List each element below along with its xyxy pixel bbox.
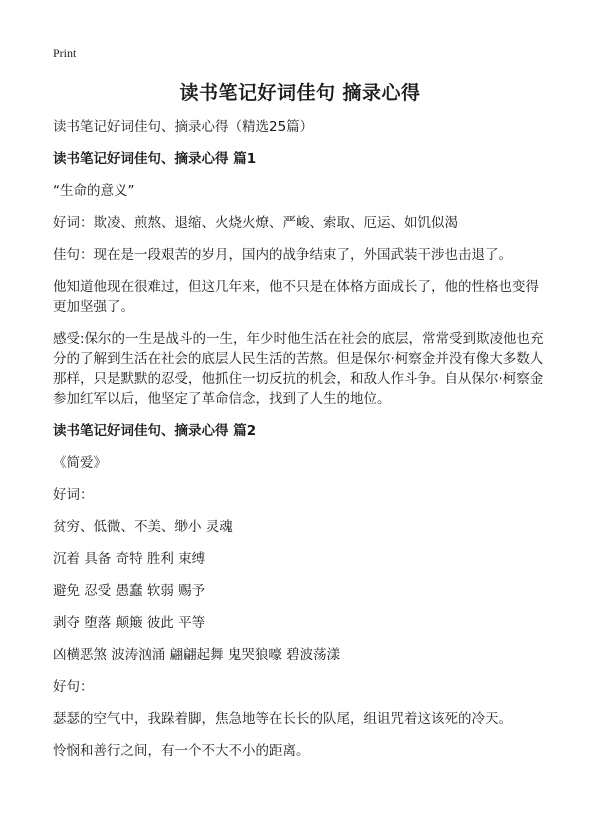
word-line: 贫穷、低微、不美、缈小 灵魂 (53, 519, 233, 535)
section-heading-2: 读书笔记好词佳句、摘录心得 篇2 (53, 423, 257, 439)
word-line: 避免 忍受 愚蠢 软弱 赐予 (53, 583, 206, 599)
sentence-line: 瑟瑟的空气中，我跺着脚，焦急地等在长长的队尾，组诅咒着这该死的冷天。 (53, 711, 512, 727)
paragraph-2: 感受:保尔的一生是战斗的一生，年少时他生活在社会的底层，常常受到欺凌他也充分的了解到生活在社会的底层人民生活的苦熬。但是保尔·柯察金并没有像大多数人那样，只是默默的忍受，他抓住一切反抗的机会，和敌人作斗争。自从保尔·柯察金参加红军以后，他坚定了革命信念，找到了人生的地位。 (53, 331, 544, 407)
good-words-label: 好词： (53, 487, 94, 503)
word-line: 凶横恶煞 波涛汹涌 翩翩起舞 鬼哭狼嚎 碧波荡漾 (53, 647, 341, 663)
book-title-2: 《简爱》 (53, 455, 107, 471)
good-sentence-1: 佳句：现在是一段艰苦的岁月，国内的战争结束了，外国武装干涉也击退了。 (53, 247, 512, 263)
section-heading-1: 读书笔记好词佳句、摘录心得 篇1 (53, 151, 257, 167)
paragraph-1: 他知道他现在很难过，但这几年来，他不只是在体格方面成长了，他的性格也变得更加坚强了。 (53, 279, 539, 315)
print-label: Print (53, 46, 77, 60)
book-title-1: “生命的意义” (53, 183, 135, 199)
document-title: 读书笔记好词佳句 摘录心得 (179, 82, 421, 104)
word-line: 沉着 具备 奇特 胜利 束缚 (53, 551, 206, 567)
document-body (53, 117, 548, 773)
good-words-1: 好词：欺凌、煎熬、退缩、火烧火燎、严峻、索取、厄运、如饥似渴 (53, 215, 458, 231)
intro-line: 读书笔记好词佳句、摘录心得（精选25篇） (53, 119, 314, 135)
word-line: 剥夺 堕落 颠簸 彼此 平等 (53, 615, 206, 631)
good-sentences-label: 好句： (53, 679, 94, 695)
sentence-line: 怜悯和善行之间，有一个不大不小的距离。 (53, 743, 310, 759)
